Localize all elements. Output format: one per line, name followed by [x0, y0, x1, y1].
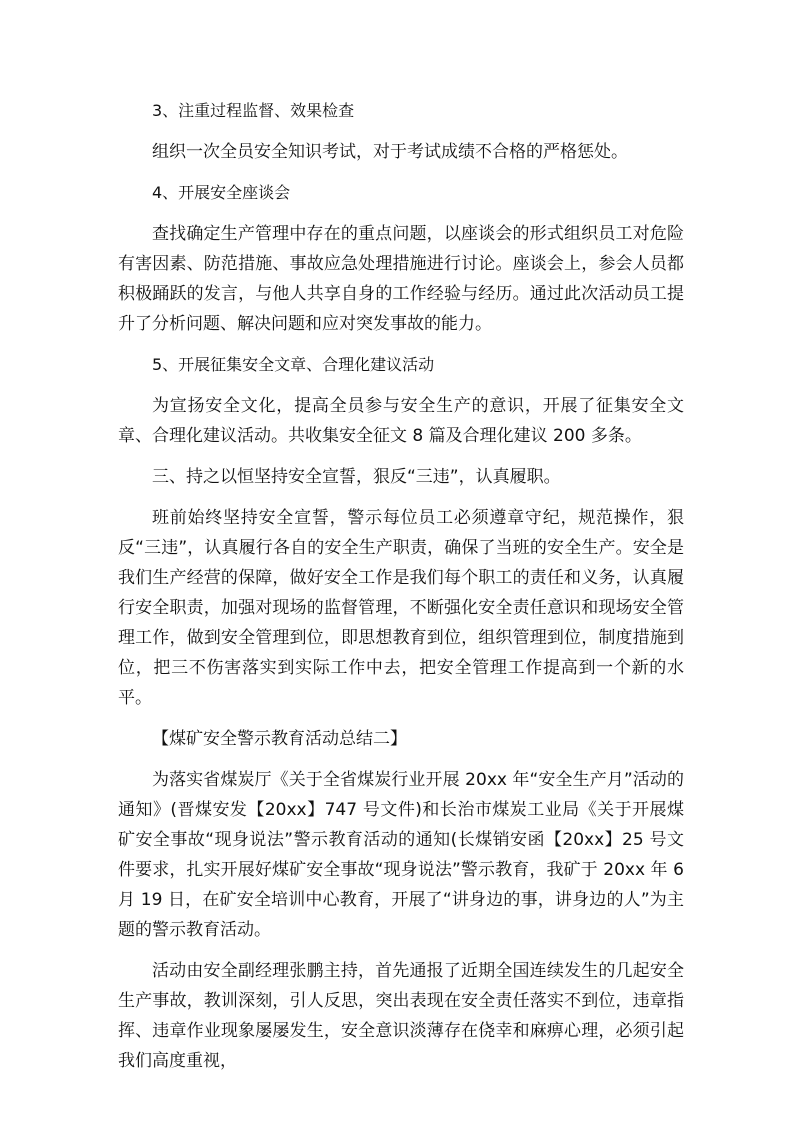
paragraph-safety-articles: 为宣扬安全文化，提高全员参与安全生产的意识，开展了征集安全文章、合理化建议活动。共收集安全征文 8 篇及合理化建议 200 多条。 — [118, 396, 684, 446]
section-heading-three: 三、持之以恒坚持安全宣誓，狠反“三违”，认真履职。 — [152, 467, 561, 487]
paragraph-exam: 组织一次全员安全知识考试，对于考试成绩不合格的严格惩处。 — [152, 142, 628, 162]
paragraph-safety-oath: 班前始终坚持安全宣誓，警示每位员工必须遵章守纪，规范操作，狠反“三违”，认真履行各自的安全生产职责，确保了当班的安全生产。安全是我们生产经营的保障，做好安全工作是我们每个职工的责任和义务，认真履行安全职责，加强对现场的监督管理，不断强化安全责任意识和现场安全管理工作，做到安全管理到位，即思想教育到位，组织管理到位，制度措施到位，把三不伤害落实到实际工作中去，把安全管理工作提高到一个新的水平。 — [118, 508, 684, 708]
paragraph-activity: 活动由安全副经理张鹏主持，首先通报了近期全国连续发生的几起安全生产事故，教训深刻，引人反思，突出表现在安全责任落实不到位，违章指挥、违章作业现象屡屡发生，安全意识淡薄存在侥幸和麻痹心理，必须引起我们高度重视， — [118, 961, 684, 1071]
paragraph-symposium: 查找确定生产管理中存在的重点问题，以座谈会的形式组织员工对危险有害因素、防范措施、事故应急处理措施进行讨论。座谈会上，参会人员都积极踊跃的发言，与他人共享自身的工作经验与经历。通过此次活动员工提升了分析问题、解决问题和应对突发事故的能力。 — [118, 224, 684, 334]
section-heading-5: 5、开展征集安全文章、合理化建议活动 — [152, 355, 435, 374]
section-heading-3: 3、注重过程监督、效果检查 — [152, 101, 355, 120]
document-body — [118, 96, 684, 1087]
paragraph-notice: 为落实省煤炭厅《关于全省煤炭行业开展 20xx 年“安全生产月”活动的通知》(晋煤安发【20xx】747 号文件)和长治市煤炭工业局《关于开展煤矿安全事故“现身说法”警示教育活动的通知(长煤销安函【20xx】25 号文件要求，扎实开展好煤矿安全事故“现身说法”警示教育，我矿于 20xx 年 6 月 19 日，在矿安全培训中心教育，开展了“讲身边的事，讲身边的人”为主题的警示教育活动。 — [118, 770, 684, 940]
summary-two-title: 【煤矿安全警示教育活动总结二】 — [152, 729, 407, 749]
section-heading-4: 4、开展安全座谈会 — [152, 183, 291, 202]
